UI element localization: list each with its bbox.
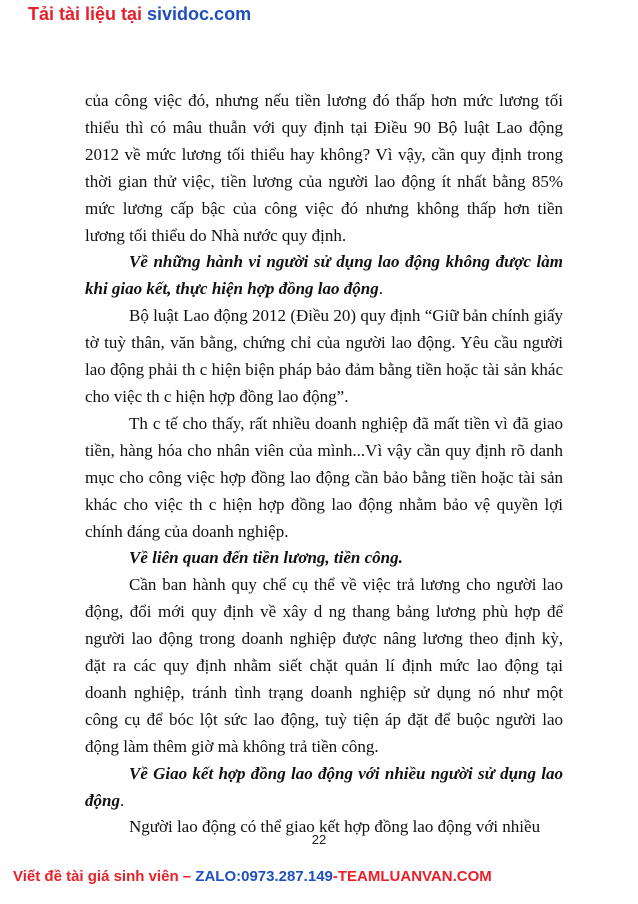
heading-3: Về Giao kết hợp đồng lao động với nhiều người sử dụng lao động. <box>85 763 563 810</box>
heading-1: Về những hành vi người sử dụng lao động không được làm khi giao kết, thực hiện hợp đồng lao động. <box>85 252 563 299</box>
paragraph-2: Bộ luật Lao động 2012 (Điều 20) quy định “Giữ bản chính giấy tờ tuỳ thân, văn bằng, chứng chỉ của người lao động. Yêu cầu người lao động phải th c hiện biện pháp bảo đảm bằng tiền hoặc tài sản khác cho việc th c hiện hợp đồng lao động”. <box>85 306 563 406</box>
footer-site[interactable]: -TEAMLUANVAN.COM <box>332 868 492 885</box>
paragraph-1: của công việc đó, nhưng nếu tiền lương đó thấp hơn mức lương tối thiểu thì có mâu thuẫn với quy định tại Điều 90 Bộ luật Lao động 2012 về mức lương tối thiểu hay không? Vì vậy, cần quy định trong thời gian thử việc, tiền lương của người lao động ít nhất bằng 85% mức lương cấp bậc của công việc đó nhưng không thấp hơn tiền lương tối thiểu do Nhà nước quy định. <box>85 91 563 245</box>
heading-2: Về liên quan đến tiền lương, tiền công. <box>129 548 403 568</box>
paragraph-4: Cần ban hành quy chế cụ thể về việc trả lương cho người lao động, đổi mới quy định về xây d ng thang bảng lương phù hợp để người lao động trong doanh nghiệp được nâng lương theo định kỳ, đặt ra các quy định nhằm siết chặt quản lí định mức lao động tại doanh nghiệp, tránh tình trạng doanh nghiệp sử dụng nó như một công cụ để bóc lột sức lao động, tuỳ tiện áp đặt để buộc người lao động làm thêm giờ mà không trả tiền công. <box>85 575 563 756</box>
paragraph-3: Th c tế cho thấy, rất nhiều doanh nghiệp đã mất tiền vì đã giao tiền, hàng hóa cho nhân viên của mình...Vì vậy cần quy định rõ danh mục cho công việc hợp đồng lao động cần bảo bằng tiền hoặc tài sản khác cho việc th c hiện hợp đồng lao động nhằm bảo vệ quyền lợi chính đáng của doanh nghiệp. <box>85 413 563 541</box>
site-header-banner <box>28 4 251 25</box>
document-body <box>85 88 563 841</box>
footer-banner <box>13 868 492 885</box>
footer-text: Viết đề tài giá sinh viên – <box>13 868 196 885</box>
footer-zalo-contact[interactable]: ZALO:0973.287.149 <box>195 868 333 885</box>
header-site-link[interactable]: sividoc.com <box>147 4 252 24</box>
paragraph-5: Người lao động có thể giao kết hợp đồng lao động với nhiều <box>129 817 541 837</box>
header-prefix: Tải tài liệu tại <box>28 4 148 24</box>
page-number: 22 <box>311 832 327 847</box>
